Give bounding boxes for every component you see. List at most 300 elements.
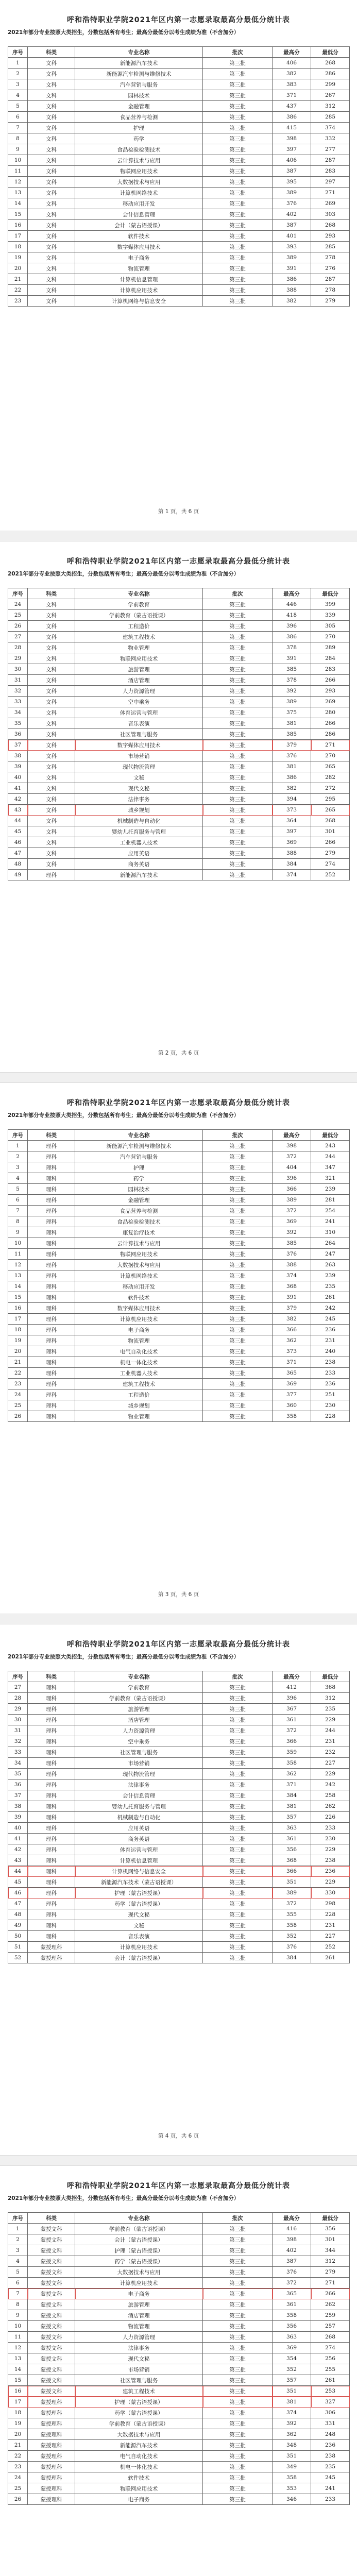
table-row [8, 1909, 350, 1920]
table-cell: 283 [311, 166, 350, 177]
table-cell: 238 [311, 2451, 350, 2462]
table-cell: 第三批 [203, 859, 273, 870]
table-cell: 文科 [28, 707, 75, 718]
table-cell: 47 [8, 1899, 28, 1909]
table-cell: 文科 [28, 263, 75, 274]
table-cell: 231 [311, 1920, 350, 1931]
table-cell: 理科 [28, 1400, 75, 1411]
table-cell: 理科 [28, 1335, 75, 1346]
table-cell: 251 [311, 1389, 350, 1400]
table-cell: 新能源汽车技术 [75, 2440, 203, 2451]
table-cell: 第三批 [203, 2289, 273, 2299]
table-cell: 33 [8, 697, 28, 707]
table-cell: 24 [8, 2472, 28, 2483]
table-cell: 文科 [28, 166, 75, 177]
table-cell: 2 [8, 69, 28, 79]
table-cell: 348 [273, 2440, 311, 2451]
table-cell: 268 [311, 2332, 350, 2343]
table-row [8, 1238, 350, 1249]
table-cell: 音乐表演 [75, 1931, 203, 1942]
table-cell: 351 [273, 2451, 311, 2462]
table-cell: 移动应用开发 [75, 1281, 203, 1292]
table-row [8, 1855, 350, 1866]
table-cell: 第三批 [203, 2418, 273, 2429]
table-cell: 理科 [28, 1682, 75, 1693]
table-cell: 312 [311, 101, 350, 112]
table-cell: 233 [311, 2494, 350, 2505]
table-row [8, 2418, 350, 2429]
table-cell: 230 [311, 1834, 350, 1844]
table-row [8, 2375, 350, 2386]
table-cell: 44 [8, 816, 28, 826]
table-cell: 31 [8, 1725, 28, 1736]
table-cell: 物联网应用技术 [75, 166, 203, 177]
table-cell: 法律事务 [75, 1780, 203, 1790]
table-cell: 物业管理 [75, 642, 203, 653]
table-cell: 228 [311, 1909, 350, 1920]
table-cell: 331 [311, 2418, 350, 2429]
table-cell: 文科 [28, 188, 75, 198]
table-cell: 理科 [28, 1855, 75, 1866]
table-cell: 空中乘务 [75, 697, 203, 707]
table-cell: 金融管理 [75, 1195, 203, 1206]
table-row [8, 805, 350, 816]
table-cell: 376 [273, 1249, 311, 1260]
page-title: 呼和浩特职业学院2021年区内第一志愿录取最高分最低分统计表 [67, 1640, 290, 1649]
table-row [8, 1715, 350, 1725]
table-cell: 第三批 [203, 653, 273, 664]
table-cell: 371 [273, 1780, 311, 1790]
table-cell: 20 [8, 2429, 28, 2440]
table-cell: 271 [311, 188, 350, 198]
table-cell: 第三批 [203, 144, 273, 155]
table-cell: 46 [8, 837, 28, 848]
table-cell: 398 [273, 133, 311, 144]
table-cell: 5 [8, 2267, 28, 2278]
table-cell: 第三批 [203, 794, 273, 805]
column-header: 序号 [8, 1671, 28, 1682]
table-cell: 397 [273, 826, 311, 837]
table-cell: 酒店管理 [75, 2310, 203, 2321]
table-row [8, 1747, 350, 1758]
table-cell: 358 [273, 1758, 311, 1769]
table-cell: 文科 [28, 198, 75, 209]
column-header: 科类 [28, 1130, 75, 1141]
table-cell: 理科 [28, 1769, 75, 1780]
table-cell: 第三批 [203, 2321, 273, 2332]
table-cell: 第三批 [203, 133, 273, 144]
table-cell: 数字媒体应用技术 [75, 242, 203, 252]
table-row [8, 2332, 350, 2343]
table-cell: 文科 [28, 653, 75, 664]
table-cell: 22 [8, 285, 28, 296]
table-cell: 护理（蒙古语授课） [75, 1888, 203, 1899]
table-cell: 第三批 [203, 837, 273, 848]
table-cell: 社区管理与服务 [75, 1747, 203, 1758]
table-cell: 312 [311, 1693, 350, 1704]
table-cell: 学前教育 [75, 599, 203, 610]
table-cell: 第三批 [203, 1368, 273, 1379]
table-cell: 第三批 [203, 1249, 273, 1260]
table-row [8, 2267, 350, 2278]
table-cell: 第三批 [203, 2483, 273, 2494]
table-cell: 文科 [28, 783, 75, 794]
table-cell: 404 [273, 1162, 311, 1173]
table-cell: 第三批 [203, 90, 273, 101]
table-cell: 法律事务 [75, 2343, 203, 2353]
table-row [8, 1942, 350, 1953]
table-cell: 云计算技术与应用 [75, 1238, 203, 1249]
table-row [8, 2440, 350, 2451]
table-cell: 云计算技术与应用 [75, 155, 203, 166]
table-cell: 369 [273, 2343, 311, 2353]
table-cell: 第三批 [203, 675, 273, 686]
table-cell: 电气自动化技术 [75, 2451, 203, 2462]
table-cell: 城乡规划 [75, 805, 203, 816]
table-row [8, 209, 350, 220]
table-cell: 蒙授文科 [28, 2310, 75, 2321]
table-cell: 计算机应用技术 [75, 1942, 203, 1953]
table-cell: 蒙授文科 [28, 2278, 75, 2289]
table-cell: 266 [311, 718, 350, 729]
table-cell: 8 [8, 2299, 28, 2310]
table-cell: 253 [311, 2386, 350, 2397]
table-cell: 48 [8, 859, 28, 870]
table-cell: 蒙授文科 [28, 2321, 75, 2332]
table-cell: 理科 [28, 1758, 75, 1769]
table-cell: 第三批 [203, 1725, 273, 1736]
table-cell: 14 [8, 2364, 28, 2375]
table-cell: 17 [8, 2397, 28, 2408]
table-row [8, 1389, 350, 1400]
table-cell: 理科 [28, 1790, 75, 1801]
table-cell: 第三批 [203, 1270, 273, 1281]
table-cell: 第三批 [203, 1801, 273, 1812]
table-cell: 物业管理 [75, 1411, 203, 1422]
table-cell: 第三批 [203, 1704, 273, 1715]
table-cell: 新能源汽车检测与维修技术 [75, 69, 203, 79]
table-cell: 蒙授文科 [28, 2386, 75, 2397]
table-cell: 13 [8, 188, 28, 198]
table-cell: 汽车营销与服务 [75, 1151, 203, 1162]
table-cell: 理科 [28, 1725, 75, 1736]
table-row [8, 58, 350, 69]
table-row [8, 1206, 350, 1216]
column-header: 科类 [28, 1671, 75, 1682]
table-cell: 商务英语 [75, 1834, 203, 1844]
score-table [8, 1129, 350, 1422]
table-cell: 35 [8, 718, 28, 729]
table-cell: 软件技术 [75, 2472, 203, 2483]
table-cell: 361 [273, 1834, 311, 1844]
table-cell: 理科 [28, 1877, 75, 1888]
table-cell: 新能源汽车技术（蒙古语授课） [75, 1877, 203, 1888]
table-row [8, 837, 350, 848]
table-cell: 389 [273, 1888, 311, 1899]
table-cell: 9 [8, 144, 28, 155]
table-row [8, 231, 350, 242]
table-cell: 15 [8, 1292, 28, 1303]
table-cell: 21 [8, 1357, 28, 1368]
table-cell: 机械制造与自动化 [75, 1812, 203, 1823]
table-cell: 437 [273, 101, 311, 112]
table-cell: 351 [273, 2386, 311, 2397]
table-cell: 第三批 [203, 1335, 273, 1346]
table-row [8, 133, 350, 144]
table-row [8, 2472, 350, 2483]
table-cell: 电子商务 [75, 2289, 203, 2299]
table-cell: 49 [8, 870, 28, 880]
table-cell: 第三批 [203, 1899, 273, 1909]
table-cell: 26 [8, 2494, 28, 2505]
table-cell: 食品营养与检测 [75, 1206, 203, 1216]
table-cell: 第三批 [203, 274, 273, 285]
table-cell: 蒙授文科 [28, 2299, 75, 2310]
table-cell: 第三批 [203, 1303, 273, 1314]
table-cell: 231 [311, 1335, 350, 1346]
table-cell: 279 [311, 296, 350, 307]
table-cell: 食品营养与检测 [75, 112, 203, 123]
table-cell: 市场营销 [75, 751, 203, 761]
table-cell: 252 [311, 870, 350, 880]
table-cell: 50 [8, 1931, 28, 1942]
table-cell: 第三批 [203, 252, 273, 263]
table-cell: 第三批 [203, 2397, 273, 2408]
table-cell: 第三批 [203, 1227, 273, 1238]
table-row [8, 1823, 350, 1834]
table-cell: 23 [8, 1379, 28, 1389]
table-cell: 大数据技术与应用 [75, 2429, 203, 2440]
table-cell: 体育运营与管理 [75, 1844, 203, 1855]
table-cell: 第三批 [203, 1877, 273, 1888]
table-cell: 376 [273, 751, 311, 761]
table-row [8, 1173, 350, 1184]
table-row [8, 1227, 350, 1238]
table-cell: 4 [8, 1173, 28, 1184]
table-cell: 理科 [28, 1736, 75, 1747]
table-cell: 蒙授文科 [28, 2234, 75, 2245]
table-cell: 17 [8, 231, 28, 242]
table-cell: 蒙授理科 [28, 2418, 75, 2429]
table-cell: 第三批 [203, 783, 273, 794]
table-cell: 235 [311, 2462, 350, 2472]
table-cell: 368 [311, 1682, 350, 1693]
table-cell: 第三批 [203, 2299, 273, 2310]
table-cell: 第三批 [203, 1769, 273, 1780]
table-cell: 236 [311, 1379, 350, 1389]
table-cell: 377 [273, 1389, 311, 1400]
table-cell: 第三批 [203, 1379, 273, 1389]
table-cell: 第三批 [203, 1281, 273, 1292]
table-cell: 第三批 [203, 1715, 273, 1725]
table-cell: 文科 [28, 848, 75, 859]
table-cell: 235 [311, 1704, 350, 1715]
column-header: 科类 [28, 2213, 75, 2224]
table-cell: 402 [273, 2245, 311, 2256]
table-cell: 第三批 [203, 2440, 273, 2451]
table-row [8, 1801, 350, 1812]
table-cell: 蒙授文科 [28, 2375, 75, 2386]
table-cell: 文科 [28, 285, 75, 296]
table-cell: 1 [8, 1141, 28, 1151]
table-cell: 274 [311, 2343, 350, 2353]
column-header: 最高分 [273, 47, 311, 58]
table-cell: 284 [311, 653, 350, 664]
table-cell: 理科 [28, 1866, 75, 1877]
table-row [8, 2256, 350, 2267]
table-cell: 40 [8, 1823, 28, 1834]
table-row [8, 1736, 350, 1747]
table-cell: 28 [8, 1693, 28, 1704]
column-header: 专业名称 [75, 1671, 203, 1682]
table-row [8, 1379, 350, 1389]
table-cell: 文科 [28, 740, 75, 751]
page-note: 2021年部分专业按照大类招生，分数包括所有考生；最高分最低分以考生成绩为准（不含加分） [8, 2195, 240, 2201]
table-cell: 5 [8, 1184, 28, 1195]
table-cell: 文科 [28, 177, 75, 188]
table-cell: 第三批 [203, 1812, 273, 1823]
table-cell: 376 [273, 198, 311, 209]
table-cell: 374 [311, 123, 350, 133]
table-row [8, 79, 350, 90]
table-cell: 388 [273, 1260, 311, 1270]
table-cell: 270 [311, 751, 350, 761]
table-cell: 279 [311, 2267, 350, 2278]
table-cell: 352 [273, 2364, 311, 2375]
table-cell: 266 [311, 675, 350, 686]
table-cell: 蒙授理科 [28, 2429, 75, 2440]
table-cell: 16 [8, 2386, 28, 2397]
table-cell: 285 [311, 242, 350, 252]
table-cell: 26 [8, 1411, 28, 1422]
table-header-row [8, 588, 350, 599]
table-row [8, 2483, 350, 2494]
table-cell: 391 [273, 263, 311, 274]
table-cell: 374 [273, 870, 311, 880]
table-row [8, 2397, 350, 2408]
table-cell: 移动应用开发 [75, 198, 203, 209]
table-cell: 298 [311, 1899, 350, 1909]
table-cell: 37 [8, 1790, 28, 1801]
table-cell: 第三批 [203, 1736, 273, 1747]
table-cell: 389 [273, 252, 311, 263]
table-cell: 现代文秘 [75, 2353, 203, 2364]
table-cell: 药学（蒙古语授课） [75, 1899, 203, 1909]
table-row [8, 1400, 350, 1411]
table-cell: 药学（蒙古语授课） [75, 2256, 203, 2267]
table-cell: 270 [311, 632, 350, 642]
table-cell: 7 [8, 123, 28, 133]
column-header: 序号 [8, 47, 28, 58]
table-cell: 1 [8, 2224, 28, 2234]
table-cell: 理科 [28, 1141, 75, 1151]
column-header: 最低分 [311, 1671, 350, 1682]
table-cell: 386 [273, 274, 311, 285]
table-cell: 277 [311, 144, 350, 155]
table-row [8, 848, 350, 859]
table-cell: 蒙授理科 [28, 1953, 75, 1963]
table-row [8, 610, 350, 621]
table-cell: 2 [8, 2234, 28, 2245]
table-row [8, 101, 350, 112]
table-cell: 计算机网络技术 [75, 1270, 203, 1281]
table-cell: 第三批 [203, 177, 273, 188]
table-cell: 373 [273, 805, 311, 816]
table-cell: 358 [273, 2472, 311, 2483]
table-row [8, 2245, 350, 2256]
table-cell: 45 [8, 1877, 28, 1888]
table-cell: 护理（蒙古语授课） [75, 2397, 203, 2408]
table-cell: 理科 [28, 1920, 75, 1931]
table-row [8, 794, 350, 805]
table-cell: 46 [8, 1888, 28, 1899]
score-table [8, 1671, 350, 1963]
table-cell: 38 [8, 751, 28, 761]
table-cell: 理科 [28, 1314, 75, 1325]
table-cell: 327 [311, 2397, 350, 2408]
table-row [8, 1682, 350, 1693]
table-row [8, 188, 350, 198]
table-cell: 374 [273, 2408, 311, 2418]
table-cell: 389 [273, 1195, 311, 1206]
score-table [8, 46, 350, 307]
table-cell: 计算机应用技术 [75, 285, 203, 296]
table-cell: 理科 [28, 1812, 75, 1823]
page-separator [0, 1614, 357, 1624]
table-cell: 398 [273, 2234, 311, 2245]
table-row [8, 1357, 350, 1368]
table-cell: 283 [311, 664, 350, 675]
table-cell: 物联网应用技术 [75, 653, 203, 664]
table-cell: 药学 [75, 133, 203, 144]
table-row [8, 2429, 350, 2440]
table-cell: 258 [311, 1790, 350, 1801]
table-cell: 物联网应用技术 [75, 2483, 203, 2494]
table-cell: 236 [311, 2440, 350, 2451]
table-cell: 47 [8, 848, 28, 859]
table-cell: 231 [311, 1736, 350, 1747]
table-cell: 352 [273, 1931, 311, 1942]
page-footer: 第 2 页，共 6 页 [158, 1050, 199, 1056]
table-row [8, 1704, 350, 1715]
table-cell: 第三批 [203, 718, 273, 729]
table-row [8, 2299, 350, 2310]
table-cell: 现代文秘 [75, 783, 203, 794]
table-cell: 239 [311, 1270, 350, 1281]
table-cell: 旅游管理 [75, 1704, 203, 1715]
table-cell: 36 [8, 729, 28, 740]
table-header-row [8, 1130, 350, 1141]
table-cell: 物联网应用技术 [75, 1249, 203, 1260]
table-row [8, 1844, 350, 1855]
table-cell: 第三批 [203, 686, 273, 697]
table-cell: 理科 [28, 1325, 75, 1335]
table-cell: 理科 [28, 1844, 75, 1855]
table-cell: 279 [311, 848, 350, 859]
table-cell: 3 [8, 1162, 28, 1173]
table-cell: 267 [311, 90, 350, 101]
table-row [8, 69, 350, 79]
table-cell: 362 [273, 2429, 311, 2440]
table-row [8, 166, 350, 177]
table-cell: 406 [273, 155, 311, 166]
table-row [8, 242, 350, 252]
table-cell: 学前教育（蒙古语授课） [75, 1693, 203, 1704]
table-cell: 人力资源管理 [75, 1725, 203, 1736]
table-header-row [8, 1671, 350, 1682]
table-row [8, 729, 350, 740]
table-cell: 理科 [28, 1931, 75, 1942]
